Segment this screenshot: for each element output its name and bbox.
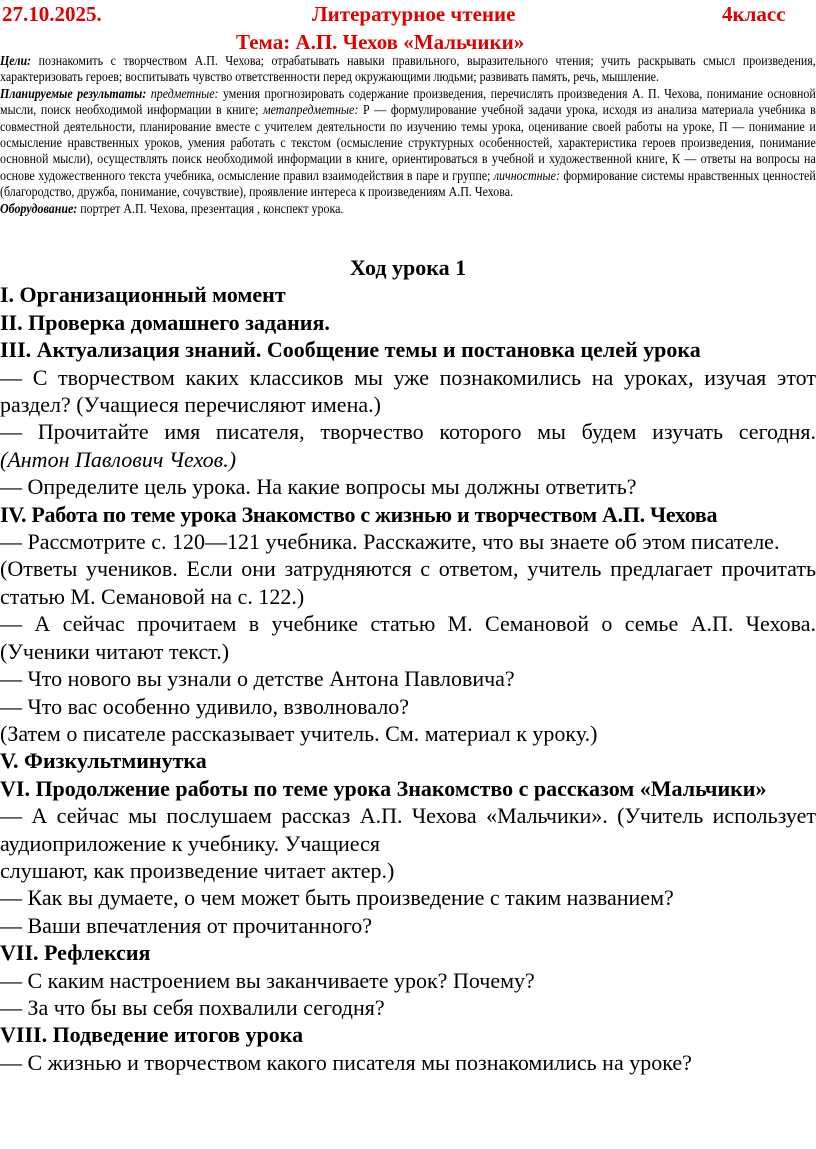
lesson-paragraph bbox=[0, 446, 816, 473]
lesson-topic: Тема: А.П. Чехов «Мальчики» bbox=[236, 30, 525, 54]
lesson-paragraph: слушают, как произведение читает актер.) bbox=[0, 857, 395, 883]
lesson-paragraph: — Определите цель урока. На какие вопросы мы должны ответить? bbox=[0, 474, 637, 500]
subject-title: Литературное чтение bbox=[312, 2, 516, 26]
lesson-paragraph: (Ученики читают текст.) bbox=[0, 638, 230, 664]
meta-results-label: метапредметные: bbox=[258, 102, 359, 118]
lesson-paragraph: — Что вас особенно удивило, взволновало? bbox=[0, 693, 410, 719]
section-heading: II. Проверка домашнего задания. bbox=[0, 309, 330, 335]
results-label: Планируемые результаты: bbox=[0, 85, 147, 101]
section-heading: VI. Продолжение работы по теме урока Знакомство с рассказом «Мальчики» bbox=[0, 775, 767, 801]
lesson-paragraph: — За что бы вы себя похвалили сегодня? bbox=[0, 994, 385, 1020]
lesson-body bbox=[0, 254, 816, 1076]
personal-results-text: формирование системы нравственных ценностей (благородство, дружба, понимание, сочувствие), проявление интереса к произведениям А.П. Чехова. bbox=[0, 167, 816, 200]
lesson-paragraph: — Как вы думаете, о чем может быть произведение с таким названием? bbox=[0, 885, 674, 911]
lesson-paragraph: — Рассмотрите с. 120—121 учебника. Расскажите, что вы знаете об этом писателе. bbox=[0, 529, 780, 555]
subject-results-text: умения прогнозировать содержание произведения, перечислять произведения А. П. Чехова, понимание основной мысли, поиск необходимой информации в книге; bbox=[0, 85, 816, 118]
answer-text: (Антон Павлович Чехов.) bbox=[0, 446, 237, 472]
personal-results-label: личностные: bbox=[490, 167, 560, 183]
goals-text: познакомить с творчеством А.П. Чехова; отрабатывать навыки правильного, выразительного чтения; учить раскрывать смысл произведения, характеризовать героев; воспитывать чувство ответственности перед окружающими людьми; развивать память, речь, мышление. bbox=[0, 53, 816, 85]
results-paragraph bbox=[0, 86, 816, 201]
subject-results-label: предметные: bbox=[146, 85, 219, 101]
lesson-paragraph: — Прочитайте имя писателя, творчество которого мы будем изучать сегодня. bbox=[0, 419, 816, 445]
section-heading: III. Актуализация знаний. Сообщение темы и постановка целей урока bbox=[0, 337, 701, 363]
section-heading: V. Физкультминутка bbox=[0, 748, 207, 774]
equipment-paragraph bbox=[0, 201, 816, 217]
grade-label: 4класс bbox=[722, 2, 786, 26]
section-heading: VII. Рефлексия bbox=[0, 940, 151, 966]
lesson-paragraph: — Что нового вы узнали о детстве Антона Павловича? bbox=[0, 666, 515, 692]
lesson-paragraph: — С творчеством каких классиков мы уже познакомились на уроках, изучая этот раздел? (Учащиеся перечисляют имена.) bbox=[0, 364, 816, 418]
lesson-paragraph: (Затем о писателе рассказывает учитель. См. материал к уроку.) bbox=[0, 720, 598, 746]
lesson-paragraph: — С каким настроением вы заканчиваете урок? Почему? bbox=[0, 967, 535, 993]
equipment-label: Оборудование: bbox=[0, 200, 78, 216]
equipment-text: портрет А.П. Чехова, презентация , конспект урока. bbox=[77, 200, 344, 216]
lesson-paragraph: — Ваши впечатления от прочитанного? bbox=[0, 912, 373, 938]
lesson-paragraph: — А сейчас прочитаем в учебнике статью М. Семановой о семье А.П. Чехова. bbox=[0, 611, 816, 637]
lesson-paragraph: (Ответы учеников. Если они затрудняются с ответом, учитель предлагает прочитать статью М. Семановой на с. 122.) bbox=[0, 556, 816, 609]
goals-label: Цели: bbox=[0, 53, 32, 68]
lesson-paragraph: — А сейчас мы послушаем рассказ А.П. Чехова «Мальчики». (Учитель использует аудиоприложение к учебнику. Учащиеся bbox=[0, 803, 816, 856]
section-heading: VIII. Подведение итогов урока bbox=[0, 1022, 304, 1048]
lesson-intro bbox=[0, 53, 816, 217]
goals-paragraph bbox=[0, 53, 816, 86]
section-heading: IV. Работа по теме урока Знакомство с жизнью и творчеством А.П. Чехова bbox=[0, 501, 718, 527]
lesson-paragraph: — С жизнью и творчеством какого писателя мы познакомились на уроке? bbox=[0, 1049, 692, 1075]
lesson-title: Ход урока 1 bbox=[349, 255, 467, 280]
lesson-date: 27.10.2025. bbox=[2, 2, 102, 26]
section-heading: I. Организационный момент bbox=[0, 282, 286, 308]
meta-results-text: Р — формулирование учебной задачи урока, исходя из анализа материала учебника в совместной деятельности, планирование вместе с учителем деятельности по изучению темы урока, оценивание своей работы на уроке, П — понимание и осмысление нравственных уроков, умения работать с текстом (осмысление структурных особенностей, характеристика героев произведения, понимание основной мысли), осуществлять поиск необходимой информации в книге, ориентироваться в учебной и художественной книге, К — ответы на вопросы на основе художественного текста учебника, осмысление правил взаимодействия в паре и группе; bbox=[0, 102, 816, 183]
